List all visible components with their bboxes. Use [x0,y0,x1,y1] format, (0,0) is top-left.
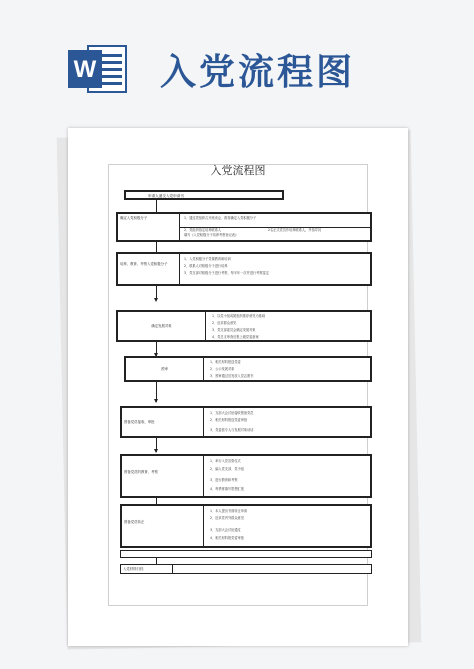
step-4-label: 预审 [126,358,204,380]
step-7-line-4: 4、相关材料报党委审批 [210,536,244,540]
start-box [124,190,284,200]
svg-text:W: W [73,56,97,83]
step-2-line-2: 2、联系人对积极分子进行培养 [184,264,228,268]
step-7-line-1: 1、本人提出书面转正申请 [210,509,248,513]
document-page [68,128,408,646]
step-7-label: 预备党员转正 [122,506,204,546]
document-title: 入党流程图 [210,164,266,177]
step-1-label: 确定入党积极分子 [118,214,180,240]
arrow-icon [154,298,158,302]
step-2-line-1: 1、入党积极分子党课教育和培训 [184,257,231,261]
step-box-4 [124,356,372,382]
connector-line [156,200,157,212]
step-box-1 [116,212,372,242]
step-7-line-3: 3、支部大会讨论通过 [210,528,241,532]
step-4-line-3: 3、预审通过后发放入党志愿书 [210,374,254,378]
banner-title: 入党流程图 [160,52,356,93]
step-box-7 [120,504,372,548]
step-1-line-3: 填写《入党积极分子培养考察登记表》 [184,233,239,237]
step-3-line-3: 3、党支部委员会确定发展对象 [212,328,256,332]
step-3-line-1: 1、以党小组或团组织推荐意见为基础 [212,314,266,318]
final-box-label: 入党材料归档 [121,565,173,573]
step-2-label: 培养、教育、考察入党积极分子 [118,254,180,284]
step-4-line-1: 1、相关材料报送党委 [210,360,241,364]
step-3-label: 确定发展对象 [118,312,206,340]
step-1-extra: 2名正式党员作培养联系人，并指导其 [268,228,322,232]
step-6-line-4: 4、每季度填写思想汇报 [210,487,244,491]
step-6-line-3: 3、进行教育和考察 [210,478,238,482]
start-box-label: 申请人递交入党申请书 [148,194,184,198]
step-1-line-1: 1、通过党组织召开座谈会、推荐确定入党积极分子 [184,216,257,220]
step-box-5 [120,406,372,438]
final-box [120,564,372,574]
step-6-label: 预备党员的教育、考察 [122,456,204,496]
step-6-line-2: 2、编入党支部、党小组 [210,467,244,471]
step-6-line-1: 1、举行入党宣誓仪式 [210,459,241,463]
connector-line [156,242,157,252]
step-box-2 [116,252,372,286]
step-4-line-2: 2、公示发展对象 [210,367,235,371]
step-7-line-2: 2、征求党内外群众意见 [210,516,244,520]
step-5-line-1: 1、支部大会讨论接收预备党员 [210,411,254,415]
spacer-box [120,550,372,558]
step-2-line-3: 3、党支部对积极分子进行考察，每半年一次并进行考察鉴定 [184,271,269,275]
word-document-icon [64,42,130,96]
step-5-line-3: 3、党委派专人与发展对象谈话 [210,428,254,432]
step-1-line-2: 2、党组织指定培养联系人 [184,228,222,232]
step-3-line-2: 2、征求群众意见 [212,321,237,325]
arrow-icon [154,399,158,403]
arrow-icon [154,449,158,453]
step-box-6 [120,454,372,498]
step-3-line-4: 4、党总支审查后报上级党委备案 [212,335,259,339]
step-5-line-2: 2、相关材料报送党委审批 [210,418,248,422]
step-box-3 [116,310,372,342]
step-5-label: 预备党员接收、审批 [122,408,204,436]
